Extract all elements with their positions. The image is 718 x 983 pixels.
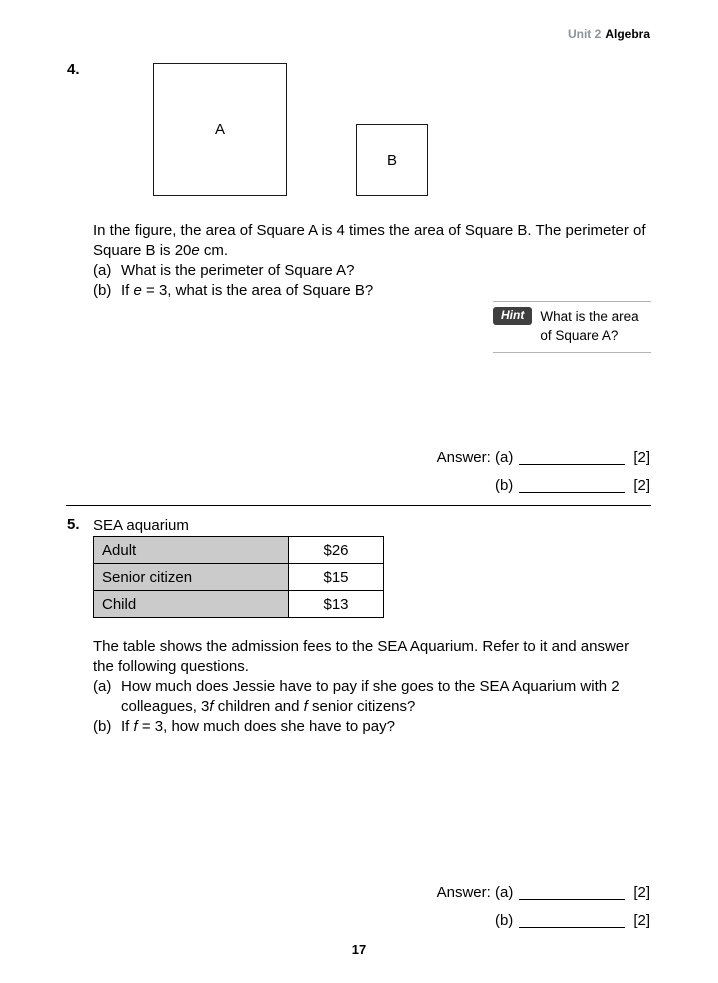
fee-label: Senior citizen [94, 564, 289, 591]
fee-price: $26 [289, 537, 384, 564]
table-row [94, 591, 384, 618]
variable-e: e [191, 242, 200, 259]
question-4-intro: In the figure, the area of Square A is 4 times the area of Square B. The perimeter of Square B is 20e cm. [93, 222, 646, 259]
variable-f: f [133, 718, 138, 735]
question-5-part-a [93, 677, 653, 717]
question-divider [66, 505, 651, 506]
question-4-part-b [93, 281, 653, 301]
page-header [568, 27, 650, 41]
variable-f: f [303, 698, 308, 715]
page-number: 17 [351, 942, 367, 957]
square-a-figure [153, 63, 287, 196]
question-5-intro: The table shows the admission fees to the SEA Aquarium. Refer to it and answer the following questions. [93, 638, 630, 675]
answer-b-marks: [2] [633, 912, 650, 929]
question-5-answer-b [495, 912, 650, 930]
part-b-text: If e = 3, what is the area of Square B? [121, 282, 374, 299]
square-a-label: A [214, 121, 225, 138]
question-4-part-a [93, 261, 653, 281]
table-row [94, 537, 384, 564]
question-4-body [93, 221, 653, 301]
admission-fee-table [93, 536, 384, 618]
part-a-text: How much does Jessie have to pay if she goes to the SEA Aquarium with 2 colleagues, 3f children and f senior citizens? [121, 678, 620, 715]
question-4-number: 4. [67, 61, 80, 78]
square-b-figure [356, 124, 428, 196]
answer-b-blank [519, 913, 625, 928]
question-4-answer-a [437, 449, 650, 467]
variable-f: f [209, 698, 214, 715]
answer-a-prefix: Answer: (a) [436, 449, 514, 466]
answer-a-blank [519, 885, 625, 900]
fee-label: Child [94, 591, 289, 618]
square-b-label: B [386, 151, 397, 169]
hint-text: What is the area of Square A? [540, 309, 639, 343]
table-row [94, 564, 384, 591]
hint-box [493, 301, 651, 353]
hint-badge: Hint [493, 307, 532, 325]
answer-b-blank [519, 478, 625, 493]
part-a-label: (a) [93, 262, 112, 279]
part-b-label: (b) [93, 718, 112, 735]
answer-a-marks: [2] [633, 449, 650, 466]
part-b-text: If f = 3, how much does she have to pay? [121, 718, 395, 735]
question-5-answer-a [437, 884, 650, 902]
question-5-title: SEA aquarium [93, 517, 189, 534]
variable-e: e [133, 282, 142, 299]
answer-b-prefix: (b) [494, 477, 514, 494]
question-4-answer-b [495, 477, 650, 495]
subject-label: Algebra [605, 27, 650, 41]
question-5-title-block [93, 516, 653, 536]
part-a-label: (a) [93, 678, 112, 695]
fee-price: $15 [289, 564, 384, 591]
unit-label: Unit 2 [567, 27, 602, 41]
question-5-number: 5. [67, 516, 80, 533]
answer-a-blank [519, 450, 625, 465]
question-5-body [93, 637, 653, 737]
part-b-label: (b) [93, 282, 112, 299]
fee-label: Adult [94, 537, 289, 564]
part-a-text: What is the perimeter of Square A? [121, 262, 355, 279]
answer-a-prefix: Answer: (a) [436, 884, 514, 901]
question-5-part-b [93, 717, 653, 737]
answer-b-marks: [2] [633, 477, 650, 494]
fee-price: $13 [289, 591, 384, 618]
answer-a-marks: [2] [633, 884, 650, 901]
answer-b-prefix: (b) [494, 912, 514, 929]
